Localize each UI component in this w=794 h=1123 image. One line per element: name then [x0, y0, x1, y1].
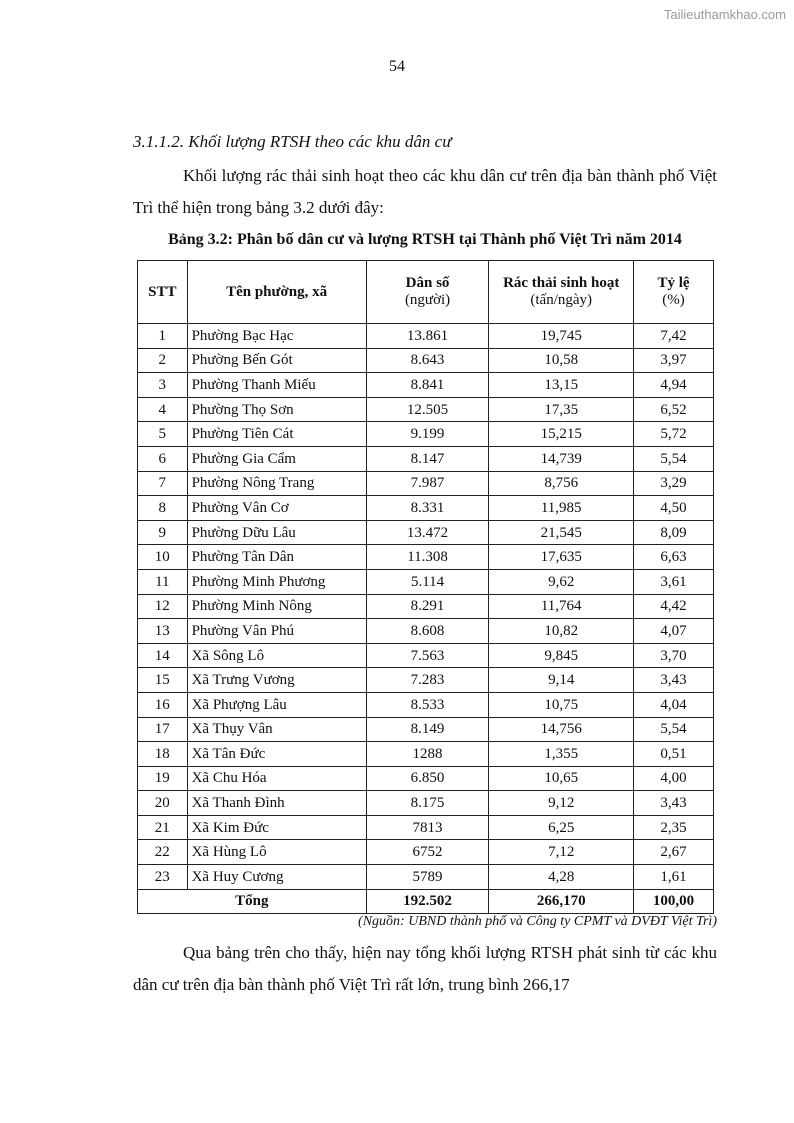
- cell-waste: 8,756: [489, 471, 634, 496]
- table-row: [138, 791, 714, 816]
- population-waste-table: [137, 260, 714, 914]
- source-note: (Nguồn: UBND thành phố và Công ty CPMT và DVĐT Việt Trì): [358, 914, 717, 929]
- table-row: [138, 471, 714, 496]
- cell-waste: 19,745: [489, 324, 634, 349]
- cell-population: 6.850: [366, 766, 489, 791]
- cell-name: Phường Thọ Sơn: [187, 397, 366, 422]
- cell-stt: 22: [138, 840, 188, 865]
- cell-rate: 5,72: [633, 422, 713, 447]
- header-rate-label: Tỷ lệ: [657, 275, 690, 291]
- table-row: [138, 742, 714, 767]
- cell-stt: 20: [138, 791, 188, 816]
- table-row: [138, 545, 714, 570]
- cell-stt: 11: [138, 569, 188, 594]
- table-header-row: [138, 261, 714, 324]
- header-population-label: Dân số: [405, 275, 450, 291]
- intro-paragraph: Khối lượng rác thải sinh hoạt theo các khu dân cư trên địa bàn thành phố Việt Trì thể hiện trong bảng 3.2 dưới đây:: [133, 166, 717, 217]
- cell-stt: 21: [138, 815, 188, 840]
- cell-waste: 6,25: [489, 815, 634, 840]
- table-body: [138, 324, 714, 914]
- cell-rate: 0,51: [633, 742, 713, 767]
- cell-waste: 14,739: [489, 446, 634, 471]
- cell-population: 8.331: [366, 496, 489, 521]
- table-row: [138, 422, 714, 447]
- cell-rate: 6,63: [633, 545, 713, 570]
- cell-stt: 13: [138, 619, 188, 644]
- cell-rate: 8,09: [633, 520, 713, 545]
- table-row: [138, 619, 714, 644]
- cell-population: 8.643: [366, 348, 489, 373]
- cell-rate: 2,67: [633, 840, 713, 865]
- cell-name: Phường Tiên Cát: [187, 422, 366, 447]
- total-label: Tổng: [138, 889, 367, 914]
- header-waste-unit: (tấn/ngày): [530, 292, 593, 308]
- header-stt: STT: [138, 261, 188, 324]
- cell-stt: 1: [138, 324, 188, 349]
- cell-population: 6752: [366, 840, 489, 865]
- cell-rate: 3,97: [633, 348, 713, 373]
- cell-waste: 21,545: [489, 520, 634, 545]
- table-row: [138, 594, 714, 619]
- table-row: [138, 717, 714, 742]
- cell-waste: 10,58: [489, 348, 634, 373]
- cell-name: Xã Thụy Vân: [187, 717, 366, 742]
- table-row: [138, 446, 714, 471]
- table-row: [138, 865, 714, 890]
- cell-population: 8.147: [366, 446, 489, 471]
- cell-name: Xã Phượng Lâu: [187, 692, 366, 717]
- cell-rate: 3,29: [633, 471, 713, 496]
- cell-population: 1288: [366, 742, 489, 767]
- cell-name: Phường Tân Dân: [187, 545, 366, 570]
- table-row: [138, 348, 714, 373]
- cell-population: 8.149: [366, 717, 489, 742]
- header-waste-label: Rác thải sinh hoạt: [503, 275, 620, 291]
- cell-name: Phường Minh Nông: [187, 594, 366, 619]
- cell-stt: 19: [138, 766, 188, 791]
- cell-waste: 10,65: [489, 766, 634, 791]
- watermark-text: Tailieuthamkhao.com: [663, 7, 786, 22]
- cell-waste: 14,756: [489, 717, 634, 742]
- cell-waste: 17,35: [489, 397, 634, 422]
- cell-name: Phường Gia Cẩm: [187, 446, 366, 471]
- total-population: 192.502: [366, 889, 489, 914]
- cell-stt: 7: [138, 471, 188, 496]
- cell-rate: 3,70: [633, 643, 713, 668]
- cell-waste: 9,14: [489, 668, 634, 693]
- closing-paragraph: Qua bảng trên cho thấy, hiện nay tổng khối lượng RTSH phát sinh từ các khu dân cư trên địa bàn thành phố Việt Trì rất lớn, trung bình 266,17: [133, 943, 717, 994]
- cell-population: 5789: [366, 865, 489, 890]
- cell-stt: 12: [138, 594, 188, 619]
- cell-rate: 3,43: [633, 791, 713, 816]
- cell-stt: 6: [138, 446, 188, 471]
- cell-rate: 1,61: [633, 865, 713, 890]
- cell-population: 5.114: [366, 569, 489, 594]
- cell-rate: 3,43: [633, 668, 713, 693]
- header-waste: [489, 261, 634, 324]
- cell-stt: 9: [138, 520, 188, 545]
- cell-waste: 11,985: [489, 496, 634, 521]
- cell-population: 13.861: [366, 324, 489, 349]
- section-heading: 3.1.1.2. Khối lượng RTSH theo các khu dân cư: [133, 132, 452, 151]
- cell-name: Phường Bến Gót: [187, 348, 366, 373]
- cell-rate: 4,94: [633, 373, 713, 398]
- cell-rate: 6,52: [633, 397, 713, 422]
- cell-waste: 4,28: [489, 865, 634, 890]
- cell-population: 7813: [366, 815, 489, 840]
- cell-stt: 14: [138, 643, 188, 668]
- table-row: [138, 569, 714, 594]
- cell-waste: 15,215: [489, 422, 634, 447]
- cell-rate: 2,35: [633, 815, 713, 840]
- cell-name: Phường Thanh Miếu: [187, 373, 366, 398]
- cell-stt: 23: [138, 865, 188, 890]
- cell-name: Phường Nông Trang: [187, 471, 366, 496]
- cell-stt: 8: [138, 496, 188, 521]
- cell-name: Phường Bạc Hạc: [187, 324, 366, 349]
- cell-name: Xã Trưng Vương: [187, 668, 366, 693]
- cell-population: 8.291: [366, 594, 489, 619]
- total-rate: 100,00: [633, 889, 713, 914]
- cell-population: 12.505: [366, 397, 489, 422]
- cell-name: Xã Tân Đức: [187, 742, 366, 767]
- cell-rate: 3,61: [633, 569, 713, 594]
- cell-waste: 10,82: [489, 619, 634, 644]
- cell-name: Xã Thanh Đình: [187, 791, 366, 816]
- cell-waste: 17,635: [489, 545, 634, 570]
- cell-population: 8.533: [366, 692, 489, 717]
- cell-rate: 5,54: [633, 717, 713, 742]
- table-row: [138, 373, 714, 398]
- cell-name: Xã Hùng Lô: [187, 840, 366, 865]
- table-row: [138, 520, 714, 545]
- cell-stt: 15: [138, 668, 188, 693]
- cell-name: Xã Sông Lô: [187, 643, 366, 668]
- cell-stt: 4: [138, 397, 188, 422]
- cell-stt: 3: [138, 373, 188, 398]
- cell-population: 8.841: [366, 373, 489, 398]
- cell-population: 7.563: [366, 643, 489, 668]
- cell-stt: 17: [138, 717, 188, 742]
- cell-rate: 7,42: [633, 324, 713, 349]
- cell-name: Xã Chu Hóa: [187, 766, 366, 791]
- total-waste: 266,170: [489, 889, 634, 914]
- cell-waste: 9,845: [489, 643, 634, 668]
- cell-stt: 5: [138, 422, 188, 447]
- table-row: [138, 668, 714, 693]
- cell-stt: 18: [138, 742, 188, 767]
- cell-waste: 11,764: [489, 594, 634, 619]
- cell-name: Xã Huy Cương: [187, 865, 366, 890]
- header-population: [366, 261, 489, 324]
- table-row: [138, 766, 714, 791]
- cell-population: 8.175: [366, 791, 489, 816]
- cell-rate: 5,54: [633, 446, 713, 471]
- cell-waste: 7,12: [489, 840, 634, 865]
- cell-population: 9.199: [366, 422, 489, 447]
- cell-rate: 4,00: [633, 766, 713, 791]
- header-rate: [633, 261, 713, 324]
- cell-name: Phường Vân Cơ: [187, 496, 366, 521]
- table-row: [138, 692, 714, 717]
- cell-population: 7.283: [366, 668, 489, 693]
- cell-name: Phường Vân Phú: [187, 619, 366, 644]
- cell-name: Phường Minh Phương: [187, 569, 366, 594]
- table-row: [138, 643, 714, 668]
- cell-waste: 1,355: [489, 742, 634, 767]
- table-total-row: [138, 889, 714, 914]
- cell-population: 7.987: [366, 471, 489, 496]
- cell-population: 13.472: [366, 520, 489, 545]
- cell-population: 8.608: [366, 619, 489, 644]
- cell-waste: 9,12: [489, 791, 634, 816]
- cell-waste: 10,75: [489, 692, 634, 717]
- header-name: Tên phường, xã: [187, 261, 366, 324]
- table-row: [138, 496, 714, 521]
- cell-waste: 13,15: [489, 373, 634, 398]
- table-row: [138, 397, 714, 422]
- table-row: [138, 840, 714, 865]
- cell-stt: 16: [138, 692, 188, 717]
- header-population-unit: (người): [404, 292, 451, 308]
- cell-stt: 10: [138, 545, 188, 570]
- table-caption: Bảng 3.2: Phân bố dân cư và lượng RTSH tại Thành phố Việt Trì năm 2014: [168, 231, 682, 248]
- table-row: [138, 324, 714, 349]
- cell-rate: 4,50: [633, 496, 713, 521]
- page-number: 54: [389, 58, 405, 75]
- cell-rate: 4,07: [633, 619, 713, 644]
- cell-population: 11.308: [366, 545, 489, 570]
- cell-waste: 9,62: [489, 569, 634, 594]
- table-row: [138, 815, 714, 840]
- cell-rate: 4,42: [633, 594, 713, 619]
- cell-rate: 4,04: [633, 692, 713, 717]
- cell-stt: 2: [138, 348, 188, 373]
- header-rate-unit: (%): [662, 292, 685, 308]
- cell-name: Phường Dữu Lâu: [187, 520, 366, 545]
- cell-name: Xã Kim Đức: [187, 815, 366, 840]
